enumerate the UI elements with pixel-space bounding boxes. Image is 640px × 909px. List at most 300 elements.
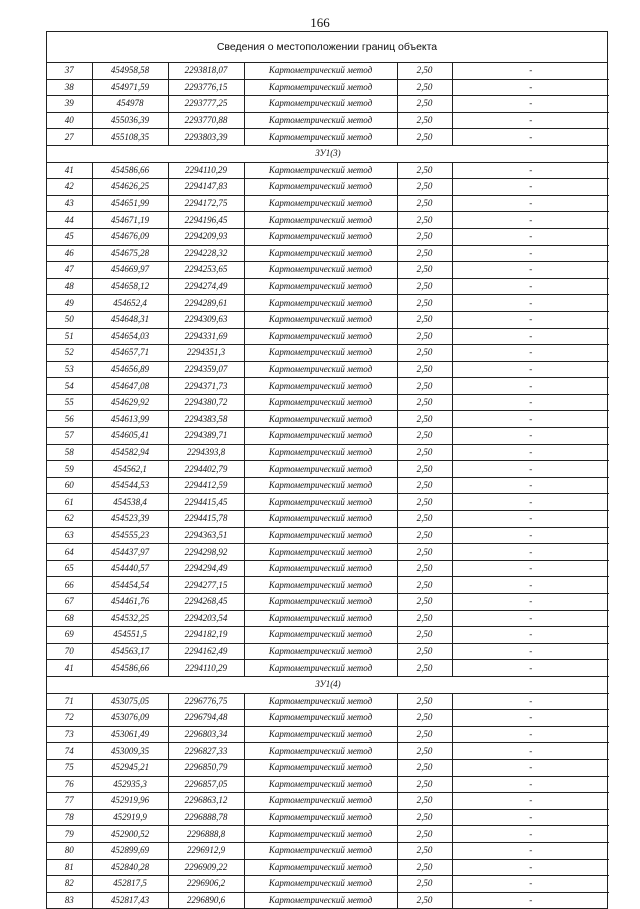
point-number-cell: 65 bbox=[47, 560, 92, 577]
description-cell: - bbox=[452, 212, 609, 229]
point-number-cell: 78 bbox=[47, 809, 92, 826]
y-coordinate-cell: 2294298,92 bbox=[168, 544, 244, 561]
table-row bbox=[47, 859, 609, 876]
y-coordinate-cell: 2294110,29 bbox=[168, 660, 244, 677]
description-cell: - bbox=[452, 511, 609, 528]
description-cell: - bbox=[452, 660, 609, 677]
y-coordinate-cell: 2296906,2 bbox=[168, 876, 244, 893]
method-cell: Картометрический метод bbox=[244, 610, 397, 627]
accuracy-cell: 2,50 bbox=[397, 345, 452, 362]
x-coordinate-cell: 454656,89 bbox=[92, 361, 168, 378]
x-coordinate-cell: 454654,03 bbox=[92, 328, 168, 345]
accuracy-cell: 2,50 bbox=[397, 710, 452, 727]
x-coordinate-cell: 452840,28 bbox=[92, 859, 168, 876]
accuracy-cell: 2,50 bbox=[397, 627, 452, 644]
method-cell: Картометрический метод bbox=[244, 527, 397, 544]
table-row bbox=[47, 295, 609, 312]
point-number-cell: 74 bbox=[47, 743, 92, 760]
description-cell: - bbox=[452, 859, 609, 876]
point-number-cell: 37 bbox=[47, 63, 92, 79]
table-row bbox=[47, 494, 609, 511]
description-cell: - bbox=[452, 560, 609, 577]
method-cell: Картометрический метод bbox=[244, 859, 397, 876]
x-coordinate-cell: 454532,25 bbox=[92, 610, 168, 627]
point-number-cell: 60 bbox=[47, 477, 92, 494]
description-cell: - bbox=[452, 262, 609, 279]
accuracy-cell: 2,50 bbox=[397, 328, 452, 345]
x-coordinate-cell: 452817,5 bbox=[92, 876, 168, 893]
y-coordinate-cell: 2294389,71 bbox=[168, 428, 244, 445]
accuracy-cell: 2,50 bbox=[397, 759, 452, 776]
accuracy-cell: 2,50 bbox=[397, 859, 452, 876]
x-coordinate-cell: 454538,4 bbox=[92, 494, 168, 511]
point-number-cell: 47 bbox=[47, 262, 92, 279]
point-number-cell: 27 bbox=[47, 129, 92, 146]
accuracy-cell: 2,50 bbox=[397, 842, 452, 859]
point-number-cell: 46 bbox=[47, 245, 92, 262]
accuracy-cell: 2,50 bbox=[397, 660, 452, 677]
description-cell: - bbox=[452, 195, 609, 212]
x-coordinate-cell: 454971,59 bbox=[92, 79, 168, 96]
y-coordinate-cell: 2296888,78 bbox=[168, 809, 244, 826]
description-cell: - bbox=[452, 345, 609, 362]
y-coordinate-cell: 2294383,58 bbox=[168, 411, 244, 428]
point-number-cell: 57 bbox=[47, 428, 92, 445]
coordinates-table bbox=[47, 63, 609, 908]
point-number-cell: 77 bbox=[47, 793, 92, 810]
x-coordinate-cell: 454551,5 bbox=[92, 627, 168, 644]
method-cell: Картометрический метод bbox=[244, 96, 397, 113]
accuracy-cell: 2,50 bbox=[397, 428, 452, 445]
method-cell: Картометрический метод bbox=[244, 311, 397, 328]
y-coordinate-cell: 2294359,07 bbox=[168, 361, 244, 378]
section-header-row bbox=[47, 676, 609, 693]
table-row bbox=[47, 643, 609, 660]
method-cell: Картометрический метод bbox=[244, 262, 397, 279]
accuracy-cell: 2,50 bbox=[397, 311, 452, 328]
accuracy-cell: 2,50 bbox=[397, 295, 452, 312]
point-number-cell: 41 bbox=[47, 660, 92, 677]
y-coordinate-cell: 2294309,63 bbox=[168, 311, 244, 328]
table-row bbox=[47, 411, 609, 428]
x-coordinate-cell: 454440,57 bbox=[92, 560, 168, 577]
table-row bbox=[47, 195, 609, 212]
accuracy-cell: 2,50 bbox=[397, 892, 452, 908]
x-coordinate-cell: 454647,08 bbox=[92, 378, 168, 395]
point-number-cell: 43 bbox=[47, 195, 92, 212]
point-number-cell: 58 bbox=[47, 444, 92, 461]
table-row bbox=[47, 759, 609, 776]
accuracy-cell: 2,50 bbox=[397, 693, 452, 710]
y-coordinate-cell: 2294331,69 bbox=[168, 328, 244, 345]
table-row bbox=[47, 262, 609, 279]
table-row bbox=[47, 842, 609, 859]
y-coordinate-cell: 2293776,15 bbox=[168, 79, 244, 96]
y-coordinate-cell: 2294228,32 bbox=[168, 245, 244, 262]
table-row bbox=[47, 394, 609, 411]
x-coordinate-cell: 454648,31 bbox=[92, 311, 168, 328]
method-cell: Картометрический метод bbox=[244, 511, 397, 528]
method-cell: Картометрический метод bbox=[244, 643, 397, 660]
accuracy-cell: 2,50 bbox=[397, 876, 452, 893]
x-coordinate-cell: 454523,39 bbox=[92, 511, 168, 528]
point-number-cell: 68 bbox=[47, 610, 92, 627]
y-coordinate-cell: 2294412,59 bbox=[168, 477, 244, 494]
method-cell: Картометрический метод bbox=[244, 710, 397, 727]
x-coordinate-cell: 452935,3 bbox=[92, 776, 168, 793]
table-row bbox=[47, 560, 609, 577]
method-cell: Картометрический метод bbox=[244, 444, 397, 461]
table-title: Сведения о местоположении границ объекта bbox=[47, 32, 607, 63]
description-cell: - bbox=[452, 295, 609, 312]
table-row bbox=[47, 876, 609, 893]
x-coordinate-cell: 454562,1 bbox=[92, 461, 168, 478]
section-label: ЗУ1(3) bbox=[47, 145, 609, 162]
method-cell: Картометрический метод bbox=[244, 892, 397, 908]
table-row bbox=[47, 743, 609, 760]
description-cell: - bbox=[452, 610, 609, 627]
table-row bbox=[47, 428, 609, 445]
method-cell: Картометрический метод bbox=[244, 278, 397, 295]
description-cell: - bbox=[452, 809, 609, 826]
accuracy-cell: 2,50 bbox=[397, 212, 452, 229]
accuracy-cell: 2,50 bbox=[397, 826, 452, 843]
description-cell: - bbox=[452, 710, 609, 727]
accuracy-cell: 2,50 bbox=[397, 63, 452, 79]
method-cell: Картометрический метод bbox=[244, 428, 397, 445]
y-coordinate-cell: 2294162,49 bbox=[168, 643, 244, 660]
point-number-cell: 69 bbox=[47, 627, 92, 644]
x-coordinate-cell: 454544,53 bbox=[92, 477, 168, 494]
point-number-cell: 64 bbox=[47, 544, 92, 561]
accuracy-cell: 2,50 bbox=[397, 743, 452, 760]
point-number-cell: 52 bbox=[47, 345, 92, 362]
accuracy-cell: 2,50 bbox=[397, 527, 452, 544]
description-cell: - bbox=[452, 328, 609, 345]
accuracy-cell: 2,50 bbox=[397, 245, 452, 262]
x-coordinate-cell: 452900,52 bbox=[92, 826, 168, 843]
accuracy-cell: 2,50 bbox=[397, 129, 452, 146]
table-row bbox=[47, 378, 609, 395]
accuracy-cell: 2,50 bbox=[397, 726, 452, 743]
description-cell: - bbox=[452, 444, 609, 461]
point-number-cell: 75 bbox=[47, 759, 92, 776]
table-row bbox=[47, 63, 609, 79]
point-number-cell: 54 bbox=[47, 378, 92, 395]
point-number-cell: 72 bbox=[47, 710, 92, 727]
method-cell: Картометрический метод bbox=[244, 195, 397, 212]
point-number-cell: 83 bbox=[47, 892, 92, 908]
description-cell: - bbox=[452, 162, 609, 179]
description-cell: - bbox=[452, 627, 609, 644]
method-cell: Картометрический метод bbox=[244, 461, 397, 478]
method-cell: Картометрический метод bbox=[244, 627, 397, 644]
description-cell: - bbox=[452, 461, 609, 478]
table-row bbox=[47, 710, 609, 727]
point-number-cell: 73 bbox=[47, 726, 92, 743]
table-row bbox=[47, 577, 609, 594]
point-number-cell: 42 bbox=[47, 179, 92, 196]
description-cell: - bbox=[452, 594, 609, 611]
x-coordinate-cell: 454978 bbox=[92, 96, 168, 113]
table-row bbox=[47, 112, 609, 129]
accuracy-cell: 2,50 bbox=[397, 411, 452, 428]
x-coordinate-cell: 452817,43 bbox=[92, 892, 168, 908]
method-cell: Картометрический метод bbox=[244, 345, 397, 362]
y-coordinate-cell: 2294274,49 bbox=[168, 278, 244, 295]
x-coordinate-cell: 453075,05 bbox=[92, 693, 168, 710]
table-row bbox=[47, 809, 609, 826]
method-cell: Картометрический метод bbox=[244, 560, 397, 577]
description-cell: - bbox=[452, 63, 609, 79]
accuracy-cell: 2,50 bbox=[397, 361, 452, 378]
y-coordinate-cell: 2294294,49 bbox=[168, 560, 244, 577]
x-coordinate-cell: 454586,66 bbox=[92, 660, 168, 677]
x-coordinate-cell: 455108,35 bbox=[92, 129, 168, 146]
description-cell: - bbox=[452, 693, 609, 710]
y-coordinate-cell: 2296890,6 bbox=[168, 892, 244, 908]
y-coordinate-cell: 2296850,79 bbox=[168, 759, 244, 776]
description-cell: - bbox=[452, 743, 609, 760]
y-coordinate-cell: 2294110,29 bbox=[168, 162, 244, 179]
y-coordinate-cell: 2296857,05 bbox=[168, 776, 244, 793]
y-coordinate-cell: 2294253,65 bbox=[168, 262, 244, 279]
y-coordinate-cell: 2296794,48 bbox=[168, 710, 244, 727]
description-cell: - bbox=[452, 228, 609, 245]
y-coordinate-cell: 2294147,83 bbox=[168, 179, 244, 196]
accuracy-cell: 2,50 bbox=[397, 278, 452, 295]
y-coordinate-cell: 2294402,79 bbox=[168, 461, 244, 478]
accuracy-cell: 2,50 bbox=[397, 162, 452, 179]
y-coordinate-cell: 2293777,25 bbox=[168, 96, 244, 113]
description-cell: - bbox=[452, 726, 609, 743]
point-number-cell: 61 bbox=[47, 494, 92, 511]
table-row bbox=[47, 129, 609, 146]
y-coordinate-cell: 2296888,8 bbox=[168, 826, 244, 843]
accuracy-cell: 2,50 bbox=[397, 793, 452, 810]
method-cell: Картометрический метод bbox=[244, 776, 397, 793]
y-coordinate-cell: 2294371,73 bbox=[168, 378, 244, 395]
table-row bbox=[47, 726, 609, 743]
table-row bbox=[47, 610, 609, 627]
method-cell: Картометрический метод bbox=[244, 212, 397, 229]
accuracy-cell: 2,50 bbox=[397, 179, 452, 196]
method-cell: Картометрический метод bbox=[244, 660, 397, 677]
boundary-table-sheet bbox=[46, 31, 608, 909]
description-cell: - bbox=[452, 179, 609, 196]
table-row bbox=[47, 228, 609, 245]
table-row bbox=[47, 311, 609, 328]
method-cell: Картометрический метод bbox=[244, 809, 397, 826]
point-number-cell: 63 bbox=[47, 527, 92, 544]
x-coordinate-cell: 454555,23 bbox=[92, 527, 168, 544]
x-coordinate-cell: 452919,96 bbox=[92, 793, 168, 810]
point-number-cell: 62 bbox=[47, 511, 92, 528]
y-coordinate-cell: 2294415,78 bbox=[168, 511, 244, 528]
y-coordinate-cell: 2294182,19 bbox=[168, 627, 244, 644]
x-coordinate-cell: 454958,58 bbox=[92, 63, 168, 79]
description-cell: - bbox=[452, 776, 609, 793]
method-cell: Картометрический метод bbox=[244, 228, 397, 245]
x-coordinate-cell: 455036,39 bbox=[92, 112, 168, 129]
point-number-cell: 67 bbox=[47, 594, 92, 611]
method-cell: Картометрический метод bbox=[244, 743, 397, 760]
table-row bbox=[47, 793, 609, 810]
x-coordinate-cell: 454586,66 bbox=[92, 162, 168, 179]
method-cell: Картометрический метод bbox=[244, 577, 397, 594]
y-coordinate-cell: 2294172,75 bbox=[168, 195, 244, 212]
accuracy-cell: 2,50 bbox=[397, 776, 452, 793]
method-cell: Картометрический метод bbox=[244, 876, 397, 893]
point-number-cell: 70 bbox=[47, 643, 92, 660]
table-row bbox=[47, 328, 609, 345]
method-cell: Картометрический метод bbox=[244, 179, 397, 196]
point-number-cell: 51 bbox=[47, 328, 92, 345]
method-cell: Картометрический метод bbox=[244, 411, 397, 428]
y-coordinate-cell: 2294289,61 bbox=[168, 295, 244, 312]
coordinates-table-body bbox=[47, 63, 609, 908]
accuracy-cell: 2,50 bbox=[397, 195, 452, 212]
method-cell: Картометрический метод bbox=[244, 361, 397, 378]
accuracy-cell: 2,50 bbox=[397, 96, 452, 113]
y-coordinate-cell: 2293818,07 bbox=[168, 63, 244, 79]
table-row bbox=[47, 527, 609, 544]
section-label: ЗУ1(4) bbox=[47, 676, 609, 693]
table-row bbox=[47, 245, 609, 262]
point-number-cell: 41 bbox=[47, 162, 92, 179]
y-coordinate-cell: 2293770,88 bbox=[168, 112, 244, 129]
table-row bbox=[47, 826, 609, 843]
description-cell: - bbox=[452, 311, 609, 328]
y-coordinate-cell: 2296912,9 bbox=[168, 842, 244, 859]
y-coordinate-cell: 2294415,45 bbox=[168, 494, 244, 511]
description-cell: - bbox=[452, 544, 609, 561]
description-cell: - bbox=[452, 577, 609, 594]
point-number-cell: 59 bbox=[47, 461, 92, 478]
point-number-cell: 45 bbox=[47, 228, 92, 245]
accuracy-cell: 2,50 bbox=[397, 643, 452, 660]
description-cell: - bbox=[452, 79, 609, 96]
point-number-cell: 66 bbox=[47, 577, 92, 594]
method-cell: Картометрический метод bbox=[244, 394, 397, 411]
point-number-cell: 76 bbox=[47, 776, 92, 793]
accuracy-cell: 2,50 bbox=[397, 444, 452, 461]
accuracy-cell: 2,50 bbox=[397, 511, 452, 528]
method-cell: Картометрический метод bbox=[244, 726, 397, 743]
description-cell: - bbox=[452, 394, 609, 411]
accuracy-cell: 2,50 bbox=[397, 544, 452, 561]
method-cell: Картометрический метод bbox=[244, 826, 397, 843]
x-coordinate-cell: 452919,9 bbox=[92, 809, 168, 826]
y-coordinate-cell: 2294203,54 bbox=[168, 610, 244, 627]
method-cell: Картометрический метод bbox=[244, 245, 397, 262]
table-row bbox=[47, 79, 609, 96]
method-cell: Картометрический метод bbox=[244, 477, 397, 494]
method-cell: Картометрический метод bbox=[244, 328, 397, 345]
table-row bbox=[47, 162, 609, 179]
accuracy-cell: 2,50 bbox=[397, 262, 452, 279]
description-cell: - bbox=[452, 112, 609, 129]
table-row bbox=[47, 776, 609, 793]
accuracy-cell: 2,50 bbox=[397, 577, 452, 594]
table-row bbox=[47, 660, 609, 677]
description-cell: - bbox=[452, 477, 609, 494]
x-coordinate-cell: 454652,4 bbox=[92, 295, 168, 312]
table-row bbox=[47, 693, 609, 710]
point-number-cell: 56 bbox=[47, 411, 92, 428]
y-coordinate-cell: 2294277,15 bbox=[168, 577, 244, 594]
x-coordinate-cell: 452899,69 bbox=[92, 842, 168, 859]
point-number-cell: 82 bbox=[47, 876, 92, 893]
table-row bbox=[47, 179, 609, 196]
y-coordinate-cell: 2296827,33 bbox=[168, 743, 244, 760]
accuracy-cell: 2,50 bbox=[397, 378, 452, 395]
x-coordinate-cell: 454657,71 bbox=[92, 345, 168, 362]
table-row bbox=[47, 361, 609, 378]
y-coordinate-cell: 2294380,72 bbox=[168, 394, 244, 411]
description-cell: - bbox=[529, 894, 533, 905]
y-coordinate-cell: 2294363,51 bbox=[168, 527, 244, 544]
accuracy-cell: 2,50 bbox=[397, 228, 452, 245]
table-row bbox=[47, 444, 609, 461]
method-cell: Картометрический метод bbox=[244, 112, 397, 129]
method-cell: Картометрический метод bbox=[244, 378, 397, 395]
method-cell: Картометрический метод bbox=[244, 295, 397, 312]
page-number: 166 bbox=[310, 15, 330, 30]
x-coordinate-cell: 453009,35 bbox=[92, 743, 168, 760]
x-coordinate-cell: 454563,17 bbox=[92, 643, 168, 660]
point-number-cell: 49 bbox=[47, 295, 92, 312]
y-coordinate-cell: 2296776,75 bbox=[168, 693, 244, 710]
x-coordinate-cell: 454669,97 bbox=[92, 262, 168, 279]
x-coordinate-cell: 452945,21 bbox=[92, 759, 168, 776]
point-number-cell: 71 bbox=[47, 693, 92, 710]
description-cell: - bbox=[452, 842, 609, 859]
x-coordinate-cell: 454658,12 bbox=[92, 278, 168, 295]
x-coordinate-cell: 453061,49 bbox=[92, 726, 168, 743]
x-coordinate-cell: 454605,41 bbox=[92, 428, 168, 445]
table-row bbox=[47, 594, 609, 611]
point-number-cell: 81 bbox=[47, 859, 92, 876]
accuracy-cell: 2,50 bbox=[397, 394, 452, 411]
accuracy-cell: 2,50 bbox=[397, 594, 452, 611]
table-row bbox=[47, 278, 609, 295]
description-cell: - bbox=[452, 826, 609, 843]
method-cell: Картометрический метод bbox=[244, 544, 397, 561]
table-row bbox=[47, 477, 609, 494]
x-coordinate-cell: 453076,09 bbox=[92, 710, 168, 727]
point-number-cell: 40 bbox=[47, 112, 92, 129]
x-coordinate-cell: 454461,76 bbox=[92, 594, 168, 611]
accuracy-cell: 2,50 bbox=[397, 494, 452, 511]
method-cell: Картометрический метод bbox=[244, 79, 397, 96]
point-number-cell: 39 bbox=[47, 96, 92, 113]
accuracy-cell: 2,50 bbox=[397, 610, 452, 627]
table-row bbox=[47, 892, 609, 908]
x-coordinate-cell: 454454,54 bbox=[92, 577, 168, 594]
accuracy-cell: 2,50 bbox=[397, 461, 452, 478]
y-coordinate-cell: 2294351,3 bbox=[168, 345, 244, 362]
y-coordinate-cell: 2294393,8 bbox=[168, 444, 244, 461]
point-number-cell: 48 bbox=[47, 278, 92, 295]
description-cell: - bbox=[452, 96, 609, 113]
method-cell: Картометрический метод bbox=[244, 759, 397, 776]
table-row bbox=[47, 511, 609, 528]
x-coordinate-cell: 454582,94 bbox=[92, 444, 168, 461]
x-coordinate-cell: 454629,92 bbox=[92, 394, 168, 411]
x-coordinate-cell: 454626,25 bbox=[92, 179, 168, 196]
method-cell: Картометрический метод bbox=[244, 129, 397, 146]
